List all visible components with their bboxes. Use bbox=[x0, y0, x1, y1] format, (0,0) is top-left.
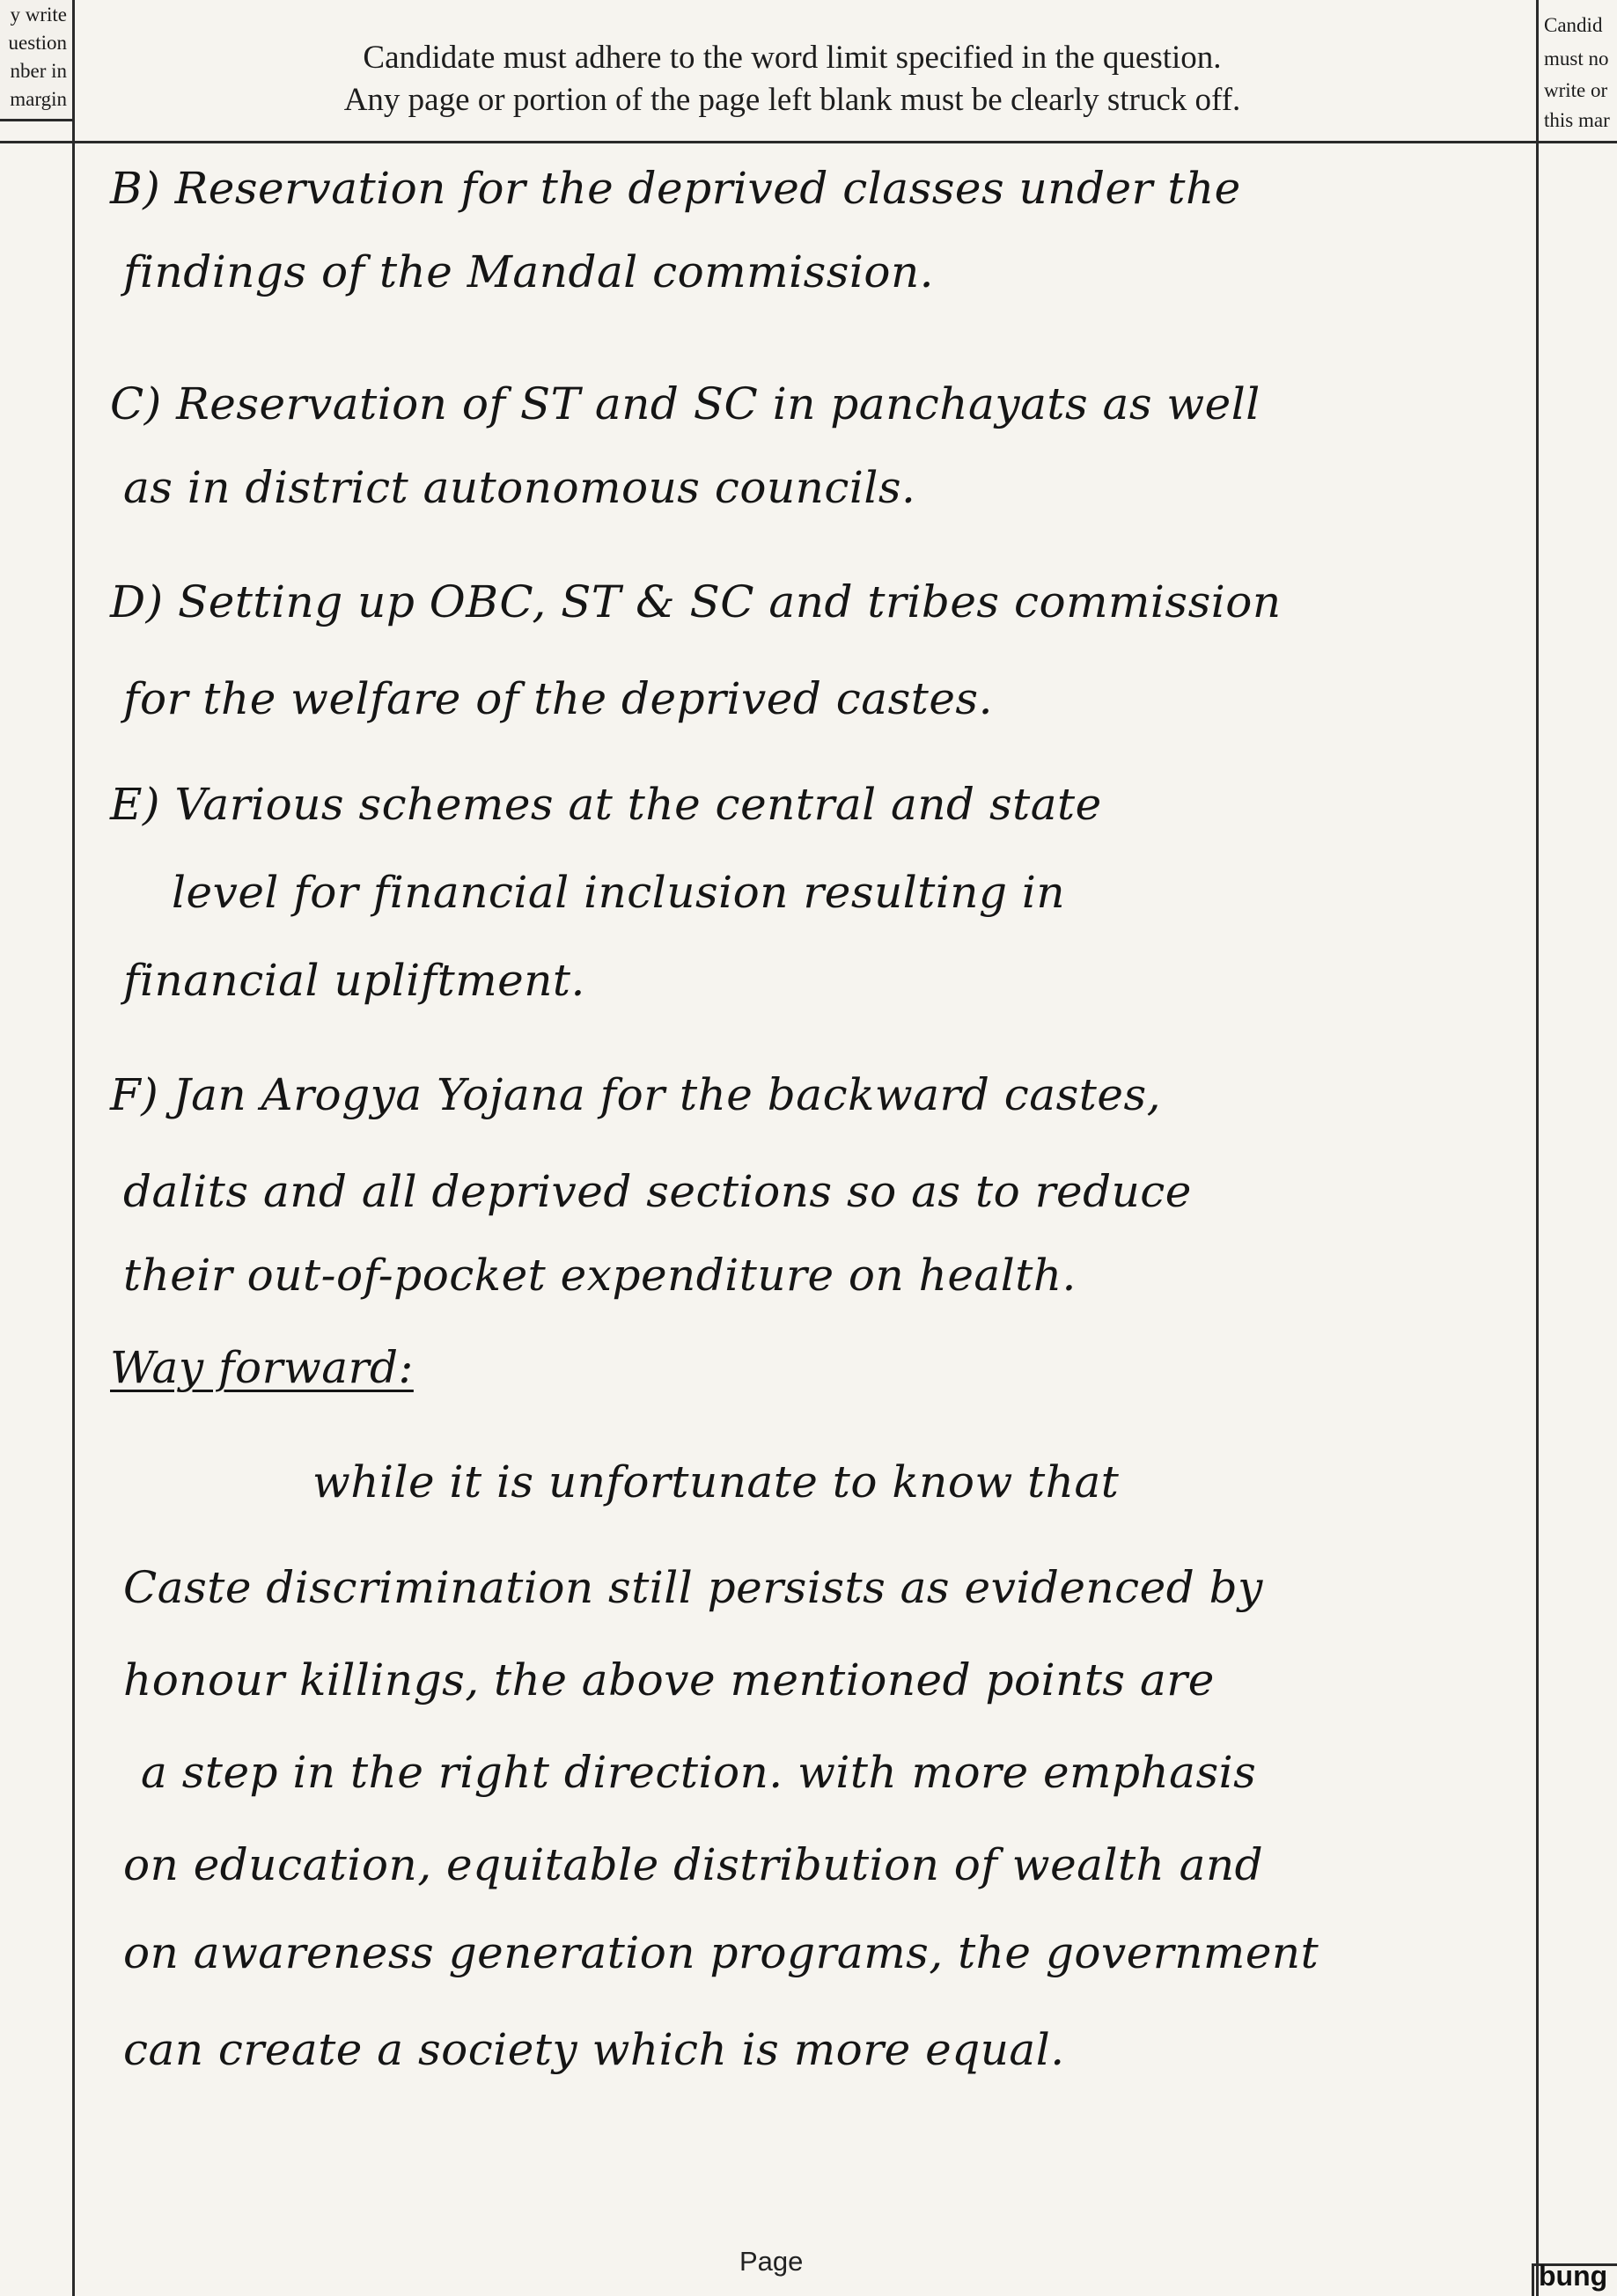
answer-line: for the welfare of the deprived castes. bbox=[123, 673, 993, 724]
page-label: Page bbox=[739, 2246, 804, 2277]
instruction-blank-pages: Any page or portion of the page left blank must be clearly struck off. bbox=[343, 82, 1241, 118]
left-frame-rule bbox=[72, 119, 75, 2296]
answer-line: findings of the Mandal commission. bbox=[123, 246, 935, 297]
answer-line: Caste discrimination still persists as evidenced by bbox=[123, 1562, 1263, 1613]
answer-line: E) Various schemes at the central and state bbox=[110, 779, 1102, 830]
left-margin-line: margin bbox=[10, 88, 67, 110]
instruction-word-limit: Candidate must adhere to the word limit specified in the question. bbox=[363, 40, 1222, 76]
answer-line: a step in the right direction. with more emphasis bbox=[141, 1747, 1257, 1798]
right-margin-line: Candid bbox=[1544, 14, 1603, 36]
right-margin-line: must no bbox=[1544, 48, 1609, 70]
left-margin-line: y write bbox=[10, 4, 67, 26]
answer-line: on awareness generation programs, the government bbox=[123, 1927, 1319, 1978]
brand-label: bung bbox=[1539, 2260, 1608, 2292]
left-margin-note bbox=[0, 0, 75, 121]
answer-line: level for financial inclusion resulting in bbox=[172, 867, 1066, 918]
answer-line: F) Jan Arogya Yojana for the backward castes, bbox=[110, 1069, 1162, 1120]
answer-line: D) Setting up OBC, ST & SC and tribes commission bbox=[110, 576, 1282, 627]
answer-line: their out-of-pocket expenditure on health. bbox=[123, 1250, 1077, 1301]
left-margin-line: nber in bbox=[10, 60, 67, 82]
answer-line: can create a society which is more equal. bbox=[123, 2024, 1065, 2075]
right-margin-line: write or bbox=[1544, 79, 1608, 101]
heading-text: Way forward: bbox=[110, 1342, 414, 1393]
answer-line: dalits and all deprived sections so as to reduce bbox=[123, 1166, 1192, 1217]
answer-line: B) Reservation for the deprived classes under the bbox=[110, 163, 1241, 214]
answer-line: financial upliftment. bbox=[123, 955, 585, 1006]
section-heading-way-forward bbox=[110, 1342, 414, 1393]
right-frame-rule bbox=[1536, 141, 1539, 2296]
right-margin-note bbox=[1536, 0, 1617, 141]
answer-line: as in district autonomous councils. bbox=[123, 462, 916, 513]
answer-line: honour killings, the above mentioned points are bbox=[123, 1654, 1215, 1705]
answer-line: C) Reservation of ST and SC in panchayats as well bbox=[110, 378, 1261, 429]
answer-line: on education, equitable distribution of wealth and bbox=[123, 1839, 1264, 1890]
answer-line: while it is unfortunate to know that bbox=[312, 1456, 1120, 1507]
right-margin-line: this mar bbox=[1544, 109, 1610, 131]
left-margin-line: uestion bbox=[8, 32, 67, 54]
